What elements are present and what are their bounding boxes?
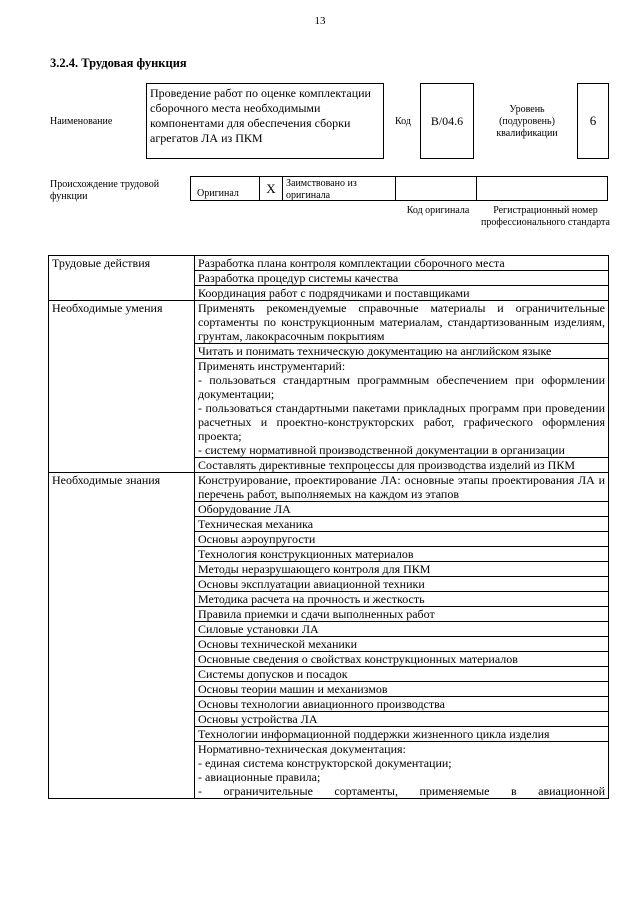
table-cell [195,622,609,637]
cell-line: Системы допусков и посадок [198,667,348,681]
original-mark: X [259,176,283,201]
borrowed-label: Заимствовано из оригинала [282,176,396,201]
function-name: Проведение работ по оценке комплектации сборочного места необходимыми компонентами для обеспечения сборки агрегатов ЛА из ПКМ [146,83,384,159]
table-cell [195,742,609,799]
cell-line: - единая система конструкторской документации; [198,756,452,770]
cell-line: Конструирование, проектирование ЛА: основные этапы проектирования ЛА и перечень работ, выполняемых на каждом из этапов [198,473,605,501]
level-label: Уровень (подуровень) квалификации [496,104,558,139]
cell-line: Правила приемки и сдачи выполненных работ [198,607,435,621]
table-cell [195,562,609,577]
skills-label: Необходимые умения [49,301,195,473]
function-table [48,255,609,799]
table-cell [195,517,609,532]
cell-line: Оборудование ЛА [198,502,291,516]
cell-line: Составлять директивные техпроцессы для производства изделий из ПКМ [198,458,575,472]
table-cell [195,682,609,697]
table-cell [195,637,609,652]
table-cell [195,697,609,712]
code-label: Код [395,116,411,127]
cell-line: Технология конструкционных материалов [198,547,414,561]
cell-line: Применять рекомендуемые справочные материалы и ограничительные сортаменты по конструкционным материалам, стандартизованным изделиям, грунтам, лакокрасочным покрытиям [198,301,605,343]
table-cell [195,502,609,517]
cell-line: Читать и понимать техническую документацию на английском языке [198,344,552,358]
table-cell: Координация работ с подрядчиками и поставщиками [195,286,609,301]
table-cell [195,727,609,742]
table-cell: Разработка плана контроля комплектации сборочного места [195,256,609,271]
table-cell [195,592,609,607]
section-title: 3.2.4. Трудовая функция [50,56,187,70]
cell-line: - пользоваться стандартными пакетами прикладных программ при проведении расчетных и проектно-конструкторских работ, графического оформления проекта; [198,401,605,443]
origin-label: Происхождение трудовой функции [50,179,160,202]
table-cell [195,607,609,622]
cell-line: Силовые установки ЛА [198,622,319,636]
cell-line: Применять инструментарий: [198,359,346,373]
code-original-cell [395,176,477,201]
table-cell [195,577,609,592]
cell-line: Нормативно-техническая документация: [198,742,406,756]
cell-line: Методика расчета на прочность и жесткость [198,592,425,606]
code-value: В/04.6 [420,83,474,159]
reg-number-label: Регистрационный номер профессионального стандарта [481,205,610,228]
table-cell [195,344,609,359]
table-cell [195,458,609,473]
origin-grid [190,176,609,201]
table-cell: Разработка процедур системы качества [195,271,609,286]
cell-line: Методы неразрушающего контроля для ПКМ [198,562,431,576]
table-cell [195,359,609,458]
cell-line: Технологии информационной поддержки жизненного цикла изделия [198,727,550,741]
cell-line: Основы устройства ЛА [198,712,318,726]
table-cell [195,667,609,682]
cell-line: - систему нормативной производственной документации в организации [198,443,565,457]
name-label: Наименование [50,116,113,127]
cell-line: Основы технической механики [198,637,358,651]
cell-line: Основы теории машин и механизмов [198,682,388,696]
table-cell [195,712,609,727]
cell-line: Техническая механика [198,517,314,531]
knowledge-label: Необходимые знания [49,473,195,799]
page-number: 13 [314,15,326,27]
cell-line: - пользоваться стандартным программным обеспечением при оформлении документации; [198,373,605,401]
table-cell [195,473,609,502]
table-row [49,256,609,271]
code-original-label: Код оригинала [406,205,470,216]
original-cell [190,176,260,201]
cell-line: - авиационные правила; [198,770,321,784]
original-label: Оригинал [197,188,239,199]
table-cell [195,532,609,547]
level-value: 6 [577,83,609,159]
actions-label: Трудовые действия [49,256,195,301]
table-cell [195,547,609,562]
reg-number-cell [476,176,608,201]
cell-line: - ограничительные сортаменты, применяемые в авиационной [198,784,605,798]
cell-line: Основы аэроупругости [198,532,316,546]
table-cell [195,652,609,667]
table-row [49,301,609,344]
cell-line: Основные сведения о свойствах конструкционных материалов [198,652,518,666]
table-cell [195,301,609,344]
cell-line: Основы эксплуатации авиационной техники [198,577,425,591]
table-row [49,473,609,502]
cell-line: Основы технологии авиационного производства [198,697,445,711]
